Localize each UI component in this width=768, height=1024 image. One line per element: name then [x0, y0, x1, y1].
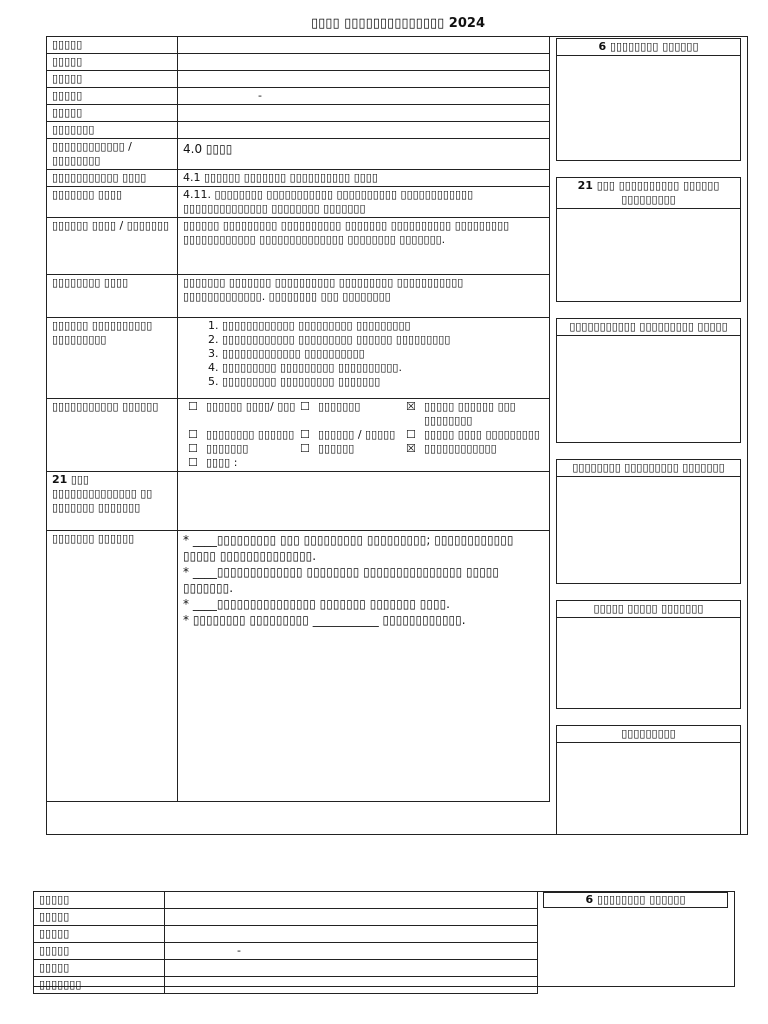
skills-label-cell [47, 472, 178, 531]
method-option: ▯▯▯▯▯▯▯▯▯▯▯▯ [424, 442, 497, 455]
criteria-label: ▯▯▯▯▯▯▯▯ ▯▯▯▯ [47, 275, 178, 318]
objective-value: ▯▯▯▯▯▯ ▯▯▯▯▯▯▯▯▯ ▯▯▯▯▯▯▯▯▯▯ ▯▯▯▯▯▯▯ ▯▯▯▯▯▯▯▯▯▯ ▯▯▯▯▯▯▯▯▯ ▯▯▯▯▯▯▯▯▯▯▯▯ ▯▯▯▯▯▯▯▯▯▯▯▯▯▯ ▯▯▯▯▯▯▯▯ ▯▯▯▯▯▯▯. [178, 218, 550, 275]
checkbox-icon[interactable]: ☐ [188, 400, 198, 413]
activity-item: 2. ▯▯▯▯▯▯▯▯▯▯▯▯ ▯▯▯▯▯▯▯▯▯ ▯▯▯▯▯▯ ▯▯▯▯▯▯▯▯▯ [222, 333, 544, 347]
criteria-row [47, 275, 550, 318]
content-label: ▯▯▯▯▯▯▯▯▯▯▯ ▯▯▯▯ [47, 170, 178, 187]
meta-label: ▯▯▯▯▯ [47, 54, 178, 71]
criteria-value: ▯▯▯▯▯▯▯ ▯▯▯▯▯▯▯ ▯▯▯▯▯▯▯▯▯▯ ▯▯▯▯▯▯▯▯▯ ▯▯▯▯▯▯▯▯▯▯▯ ▯▯▯▯▯▯▯▯▯▯▯▯▯. ▯▯▯▯▯▯▯▯ ▯▯▯ ▯▯▯▯▯▯▯▯ [178, 275, 550, 318]
meta-label: ▯▯▯▯▯ [34, 926, 165, 943]
side-box-heading: 6 ▯▯▯▯▯▯▯▯ ▯▯▯▯▯▯ [557, 39, 740, 56]
standard-row [47, 187, 550, 218]
meta-label: ▯▯▯▯▯ [47, 88, 178, 105]
bottom-table [33, 891, 538, 994]
reflection-line: * ____▯▯▯▯▯▯▯▯▯ ▯▯▯ ▯▯▯▯▯▯▯▯▯ ▯▯▯▯▯▯▯▯▯; ▯▯▯▯▯▯▯▯▯▯▯▯ ▯▯▯▯▯ ▯▯▯▯▯▯▯▯▯▯▯▯▯▯. [183, 533, 514, 563]
objective-row [47, 218, 550, 275]
theme-label: ▯▯▯▯▯▯▯▯▯▯▯▯ / ▯▯▯▯▯▯▯▯ [47, 139, 178, 170]
activity-item: 4. ▯▯▯▯▯▯▯▯▯ ▯▯▯▯▯▯▯▯▯ ▯▯▯▯▯▯▯▯▯▯. [222, 361, 544, 375]
meta-value [178, 54, 550, 71]
meta-label: ▯▯▯▯▯ [34, 960, 165, 977]
activity-item: 1. ▯▯▯▯▯▯▯▯▯▯▯▯ ▯▯▯▯▯▯▯▯▯ ▯▯▯▯▯▯▯▯▯ [222, 319, 544, 333]
checkbox-icon[interactable]: ☐ [188, 456, 198, 469]
meta-row [47, 88, 550, 105]
meta-value [165, 892, 538, 909]
checkbox-icon[interactable]: ☐ [300, 442, 310, 455]
meta-label: ▯▯▯▯▯▯▯ [47, 122, 178, 139]
activity-item: 5. ▯▯▯▯▯▯▯▯▯ ▯▯▯▯▯▯▯▯▯ ▯▯▯▯▯▯▯ [222, 375, 544, 389]
meta-row [34, 926, 538, 943]
method-option: ▯▯▯▯ : [206, 456, 238, 469]
skills-value [178, 472, 550, 531]
checkbox-icon[interactable]: ☐ [188, 442, 198, 455]
meta-value [178, 105, 550, 122]
meta-value [178, 122, 550, 139]
meta-row [47, 105, 550, 122]
checkbox-icon[interactable]: ☒ [406, 442, 416, 455]
meta-row [47, 122, 550, 139]
side-box [556, 725, 741, 835]
activities-label: ▯▯▯▯▯▯ ▯▯▯▯▯▯▯▯▯▯ ▯▯▯▯▯▯▯▯▯ [47, 318, 178, 399]
meta-value [165, 909, 538, 926]
meta-label: ▯▯▯▯▯ [34, 892, 165, 909]
theme-row [47, 139, 550, 170]
reflection-label: ▯▯▯▯▯▯▯ ▯▯▯▯▯▯ [47, 531, 178, 802]
side-box-heading: ▯▯▯▯▯▯▯▯ ▯▯▯▯▯▯▯▯▯ ▯▯▯▯▯▯▯ [557, 460, 740, 477]
reflection-line: * ____▯▯▯▯▯▯▯▯▯▯▯▯▯▯▯ ▯▯▯▯▯▯▯ ▯▯▯▯▯▯▯ ▯▯▯▯. [183, 597, 450, 611]
method-grid [188, 400, 544, 470]
side-box [556, 459, 741, 584]
content-value: 4.1 ▯▯▯▯▯▯ ▯▯▯▯▯▯▯ ▯▯▯▯▯▯▯▯▯▯ ▯▯▯▯ [178, 170, 550, 187]
activities-cell [178, 318, 550, 399]
side-box-heading: 21 ▯▯▯ ▯▯▯▯▯▯▯▯▯▯ ▯▯▯▯▯▯ ▯▯▯▯▯▯▯▯▯ [557, 178, 740, 209]
standard-label: ▯▯▯▯▯▯▯ ▯▯▯▯ [47, 187, 178, 218]
lesson-table [46, 36, 550, 802]
meta-row [34, 892, 538, 909]
side-box-heading: 6 ▯▯▯▯▯▯▯▯ ▯▯▯▯▯▯ [585, 893, 686, 906]
reflection-cell [178, 531, 550, 802]
side-box-heading: ▯▯▯▯▯ ▯▯▯▯▯ ▯▯▯▯▯▯▯ [557, 601, 740, 618]
meta-value [165, 926, 538, 943]
side-box [543, 892, 728, 908]
method-option: ▯▯▯▯▯ ▯▯▯▯ ▯▯▯▯▯▯▯▯▯ [424, 428, 540, 441]
meta-label: ▯▯▯▯▯ [47, 37, 178, 54]
method-option: ▯▯▯▯▯▯▯ [206, 442, 249, 455]
reflection-line: * ▯▯▯▯▯▯▯▯ ▯▯▯▯▯▯▯▯▯ ___________ ▯▯▯▯▯▯▯▯▯▯▯▯. [183, 613, 466, 627]
meta-label: ▯▯▯▯▯ [34, 909, 165, 926]
method-option: ▯▯▯▯▯▯ [318, 442, 355, 455]
activity-item: 3. ▯▯▯▯▯▯▯▯▯▯▯▯▯ ▯▯▯▯▯▯▯▯▯▯ [222, 347, 544, 361]
method-option: ▯▯▯▯▯▯▯▯ ▯▯▯▯▯▯ [206, 428, 295, 441]
meta-row [34, 909, 538, 926]
method-row [47, 399, 550, 472]
meta-row [34, 977, 538, 994]
side-box [556, 177, 741, 302]
skills-row [47, 472, 550, 531]
content-row [47, 170, 550, 187]
checkbox-icon[interactable]: ☐ [300, 400, 310, 413]
method-option: ▯▯▯▯▯ ▯▯▯▯▯▯ ▯▯▯ ▯▯▯▯▯▯▯▯ [424, 400, 516, 427]
page-title: ▯▯▯▯ ▯▯▯▯▯▯▯▯▯▯▯▯▯▯ 2024 [310, 16, 485, 31]
side-box [556, 38, 741, 161]
activities-row [47, 318, 550, 399]
meta-row [34, 943, 538, 960]
meta-label: ▯▯▯▯▯▯▯ [34, 977, 165, 994]
meta-value [165, 960, 538, 977]
meta-label: ▯▯▯▯▯ [47, 105, 178, 122]
activities-list [178, 319, 544, 389]
checkbox-icon[interactable]: ☐ [406, 428, 416, 441]
side-box [556, 318, 741, 443]
side-box-heading: ▯▯▯▯▯▯▯▯▯▯▯ ▯▯▯▯▯▯▯▯▯ ▯▯▯▯▯ [557, 319, 740, 336]
reflection-line: * ____▯▯▯▯▯▯▯▯▯▯▯▯▯ ▯▯▯▯▯▯▯▯ ▯▯▯▯▯▯▯▯▯▯▯▯▯▯▯ ▯▯▯▯▯ ▯▯▯▯▯▯▯. [183, 565, 500, 595]
reflection-row [47, 531, 550, 802]
meta-value [178, 37, 550, 54]
meta-value [165, 977, 538, 994]
meta-value [178, 71, 550, 88]
method-cell [178, 399, 550, 472]
side-box [556, 600, 741, 709]
standard-value: 4.11. ▯▯▯▯▯▯▯▯ ▯▯▯▯▯▯▯▯▯▯▯ ▯▯▯▯▯▯▯▯▯▯ ▯▯▯▯▯▯▯▯▯▯▯▯ ▯▯▯▯▯▯▯▯▯▯▯▯▯▯ ▯▯▯▯▯▯▯▯ ▯▯▯▯▯▯▯ [178, 187, 550, 218]
meta-row [34, 960, 538, 977]
side-box-heading: ▯▯▯▯▯▯▯▯▯ [557, 726, 740, 743]
method-option: ▯▯▯▯▯▯ ▯▯▯▯/ ▯▯▯ [206, 400, 296, 413]
meta-label: ▯▯▯▯▯ [34, 943, 165, 960]
meta-value: - [178, 88, 550, 105]
meta-label: ▯▯▯▯▯ [47, 71, 178, 88]
meta-row [47, 54, 550, 71]
checkbox-icon[interactable]: ☐ [188, 428, 198, 441]
theme-value: 4.0 ▯▯▯▯ [178, 139, 550, 170]
checkbox-icon[interactable]: ☒ [406, 400, 416, 413]
method-option: ▯▯▯▯▯▯▯ [318, 400, 361, 413]
meta-row [47, 71, 550, 88]
method-label: ▯▯▯▯▯▯▯▯▯▯▯ ▯▯▯▯▯▯ [47, 399, 178, 472]
skills-number: 21 [52, 473, 68, 486]
method-option: ▯▯▯▯▯▯ / ▯▯▯▯▯ [318, 428, 396, 441]
objective-label: ▯▯▯▯▯▯ ▯▯▯▯ / ▯▯▯▯▯▯▯ [47, 218, 178, 275]
skills-label: ▯▯▯ ▯▯▯▯▯▯▯▯▯▯▯▯▯▯ ▯▯ ▯▯▯▯▯▯▯ ▯▯▯▯▯▯▯ [52, 473, 153, 514]
checkbox-icon[interactable]: ☐ [300, 428, 310, 441]
meta-value: - [165, 943, 538, 960]
meta-row [47, 37, 550, 54]
